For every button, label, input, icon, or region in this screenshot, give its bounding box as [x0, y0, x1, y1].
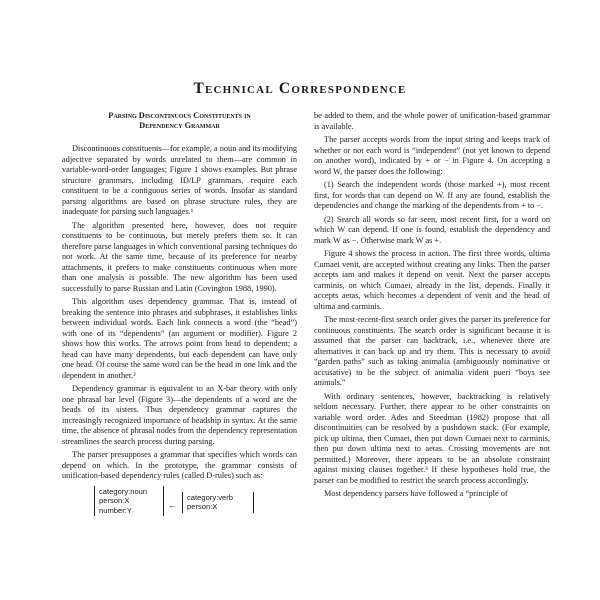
section-heading [62, 111, 297, 131]
left-column [62, 111, 297, 526]
paragraph: This algorithm uses dependency grammar. That is, instead of breaking the sentence into phrases and subphrases, it establishes links between individual words. Each link connects a word (the “head”) with one of its “dependents” (an argument or modifier). Figure 2 shows how this works. The arrows point from head to dependent; a head can have many dependents, but each dependent can have only one head. Of course the same word can be the head in one link and the dependent in another.² [62, 297, 297, 380]
paragraph: (2) Search all words so far seen, most recent first, for a word on which W can depend. If one is found, establish the dependency and mark W as −. Otherwise mark W as +. [314, 214, 550, 245]
paragraph: The parser presupposes a grammar that specifies which words can depend on which. In the prototype, the grammar consists of unification-based dependency rules (called D-rules) such as: [62, 450, 297, 480]
paragraph: Most dependency parsers have followed a “principle of [324, 489, 508, 498]
dependent-feature-matrix [182, 492, 254, 513]
feature-line: category:noun [99, 486, 148, 496]
right-column [314, 111, 550, 503]
dependency-arrow: ← [168, 499, 177, 510]
paragraph: The parser accepts words from the input string and keeps track of whether or not each word is “independent” (not yet known to depend on another word), indicated by + or − in Figure 4. On accepting a word W, the parser does the following: [314, 135, 550, 176]
feature-line: person:X [99, 496, 130, 505]
paragraph: (1) Search the independent words (those marked +), most recent first, for words that can depend on W. If any are found, establish the dependencies and change the marking of the dependents from + to −. [314, 180, 550, 210]
page-title: Technical Correspondence [193, 80, 407, 97]
paragraph: Figure 4 shows the process in action. The first three words, ultima Cumaei venit, are accepted without creating any links. Then the parser accepts iam and makes it depend on venit. Next the parser accepts carminis, on which Cumaei, already in the list, depends. Finally it accepts aetas, which becomes a dependent of venit and the head of ultima and carminis. [314, 249, 550, 311]
paragraph: With ordinary sentences, however, backtracking is relatively seldom necessary. Further, there appear to be other constraints on variable word order. Ades and Steedman (1982) propose that all discontinuities can be resolved by a pushdown stack. (For example, pick up ultima, then Cumaei, then put down Cumaei next to carminis, then put down ultima next to aetas. Crossing movements are not permitted.) Moreover, there appears to be an absolute constraint against mixing clauses together.³ If these hypotheses hold true, the parser can be modified to restrict the search process accordingly. [314, 391, 550, 485]
section-heading-line-2: Dependency Grammar [139, 121, 220, 130]
section-heading-line-1: Parsing Discontinuous Constituents in [108, 111, 251, 120]
paragraph: Dependency grammar is equivalent to an X-bar theory with only one phrasal bar level (Figure 3)—the dependents of a word are the heads of its sisters. Thus dependency grammar captures the increasingly recognized importance of headship in syntax. At the same time, the absence of phrasal nodes from the dependency representation streamlines the search process during parsing. [62, 384, 297, 446]
paragraph: The algorithm presented here, however, does not require constituents to be continuous, but merely prefers them so. It can therefore parse languages in which conventional parsing techniques do not work. At the same time, because of its preference for nearby attachments, it prefers to make constituents continuous when more than one analysis is possible. The new algorithm has been used successfully to parse Russian and Latin (Covington 1988, 1990). [62, 220, 297, 293]
d-rule-example [94, 486, 264, 526]
paragraph: be added to them, and the whole power of unification-based grammar is available. [314, 111, 550, 131]
feature-line: number:Y [99, 505, 132, 515]
feature-line: person:X [187, 502, 218, 511]
paragraph: The most-recent-first search order gives the parser its preference for continuous constituents. The search order is significant because it is assumed that the parser can backtrack, i.e., whenever there are alternatives it can back up and try them. This is necessary to avoid “garden paths” such as taking animalia (ambiguously nominative or accusative) to be the subject of animalia vident pueri “boys see animals.” [314, 315, 550, 387]
feature-line: category:verb [187, 492, 234, 502]
paragraph: Discontinuous constituents—for example, a noun and its modifying adjective separated by words unrelated to them—are common in variable-word-order languages; Figure 1 shows examples. But phrase structure grammars, including ID/LP grammars, require each constituent to be a contiguous series of words. Insofar as standard parsing algorithms are based on phrase structure rules, they are inadequate for parsing such languages.¹ [62, 144, 297, 216]
head-feature-matrix [94, 486, 164, 517]
